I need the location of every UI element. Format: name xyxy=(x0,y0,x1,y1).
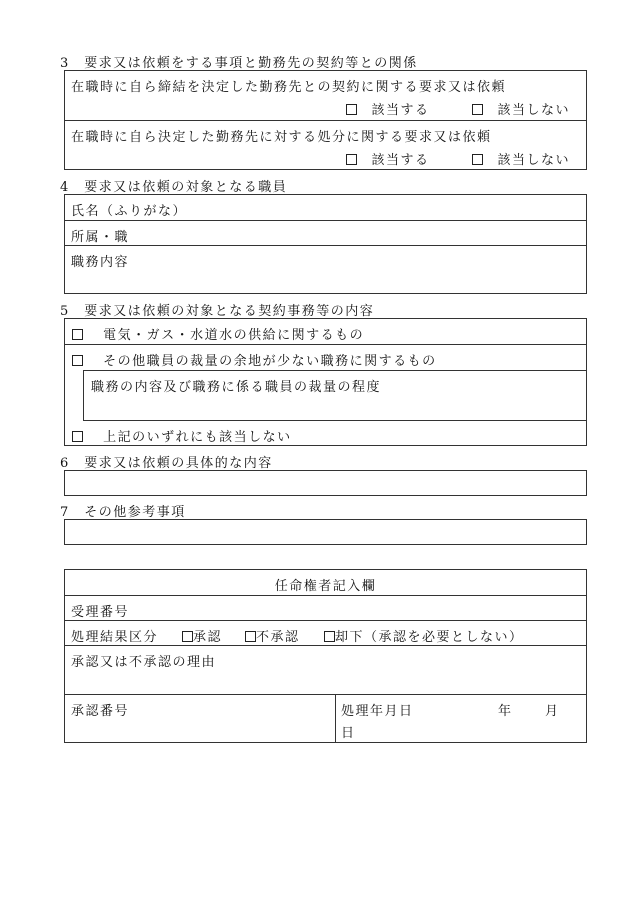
contract-yes-option[interactable]: 該当する xyxy=(346,99,430,118)
result-row xyxy=(65,620,586,645)
name-label: 氏名（ふりがな） xyxy=(71,204,188,219)
contract-relation-row xyxy=(65,71,586,120)
receipt-row[interactable] xyxy=(65,595,586,620)
disapprove-option[interactable]: 不承認 xyxy=(245,626,300,645)
disposition-relation-row xyxy=(65,120,586,169)
receipt-number-label: 受理番号 xyxy=(71,605,130,620)
appointer-title-row xyxy=(65,570,586,595)
section-5-heading: 5 要求又は依頼の対象となる契約事務等の内容 xyxy=(60,304,375,319)
disposition-relation-text: 在職時に自ら決定した勤務先に対する処分に関する要求又は依頼 xyxy=(71,130,492,145)
discretion-detail-label: 職務の内容及び職務に係る職員の裁量の程度 xyxy=(91,380,382,395)
appointer-table xyxy=(64,569,587,743)
contract-no-option[interactable]: 該当しない xyxy=(472,99,570,118)
approve-option[interactable]: 承認 xyxy=(182,626,222,645)
section-3-table xyxy=(64,70,587,170)
checkbox-icon[interactable] xyxy=(72,431,83,442)
approval-row xyxy=(65,694,586,742)
discretion-detail-box[interactable] xyxy=(83,370,587,421)
section-5-table xyxy=(64,318,587,446)
reason-label: 承認又は不承認の理由 xyxy=(71,655,217,670)
name-row[interactable] xyxy=(65,195,586,220)
utility-option-row[interactable] xyxy=(65,319,586,344)
contract-relation-text: 在職時に自ら締結を決定した勤務先との契約に関する要求又は依頼 xyxy=(71,80,507,95)
low-discretion-option[interactable]: その他職員の裁量の余地が少ない職務に関するもの xyxy=(72,350,437,369)
none-option[interactable]: 上記のいずれにも該当しない xyxy=(72,426,292,445)
specific-content-field[interactable] xyxy=(64,470,587,496)
checkbox-icon[interactable] xyxy=(245,631,256,642)
disposition-no-option[interactable]: 該当しない xyxy=(472,149,570,168)
affiliation-row[interactable] xyxy=(65,220,586,245)
section-4-heading: 4 要求又は依頼の対象となる職員 xyxy=(60,180,288,195)
checkbox-icon[interactable] xyxy=(346,104,357,115)
approval-number-label: 承認番号 xyxy=(71,704,130,719)
day-label: 日 xyxy=(341,726,356,741)
section-4-table xyxy=(64,194,587,294)
utility-option[interactable]: 電気・ガス・水道水の供給に関するもの xyxy=(72,324,364,343)
checkbox-icon[interactable] xyxy=(72,355,83,366)
checkbox-icon[interactable] xyxy=(324,631,335,642)
appointer-title: 任命権者記入欄 xyxy=(274,579,377,594)
checkbox-icon[interactable] xyxy=(72,329,83,340)
checkbox-icon[interactable] xyxy=(472,154,483,165)
reject-option[interactable]: 却下（承認を必要としない） xyxy=(324,626,524,645)
section-7-heading: 7 その他参考事項 xyxy=(60,505,186,520)
affiliation-label: 所属・職 xyxy=(71,230,130,245)
section-6-heading: 6 要求又は依頼の具体的な内容 xyxy=(60,456,273,471)
year-label: 年 xyxy=(498,704,513,719)
checkbox-icon[interactable] xyxy=(182,631,193,642)
result-label: 処理結果区分 xyxy=(71,630,159,645)
duties-label: 職務内容 xyxy=(71,255,130,270)
process-date-label: 処理年月日 xyxy=(341,704,414,719)
section-3-heading: 3 要求又は依頼をする事項と勤務先の契約等との関係 xyxy=(60,56,418,71)
duties-row[interactable] xyxy=(65,245,586,293)
none-option-row[interactable] xyxy=(65,421,586,445)
other-reference-field[interactable] xyxy=(64,519,587,545)
disposition-yes-option[interactable]: 該当する xyxy=(346,149,430,168)
approval-divider xyxy=(335,695,336,742)
reason-row[interactable] xyxy=(65,645,586,694)
checkbox-icon[interactable] xyxy=(346,154,357,165)
month-label: 月 xyxy=(545,704,560,719)
low-discretion-option-row[interactable] xyxy=(65,344,586,421)
checkbox-icon[interactable] xyxy=(472,104,483,115)
